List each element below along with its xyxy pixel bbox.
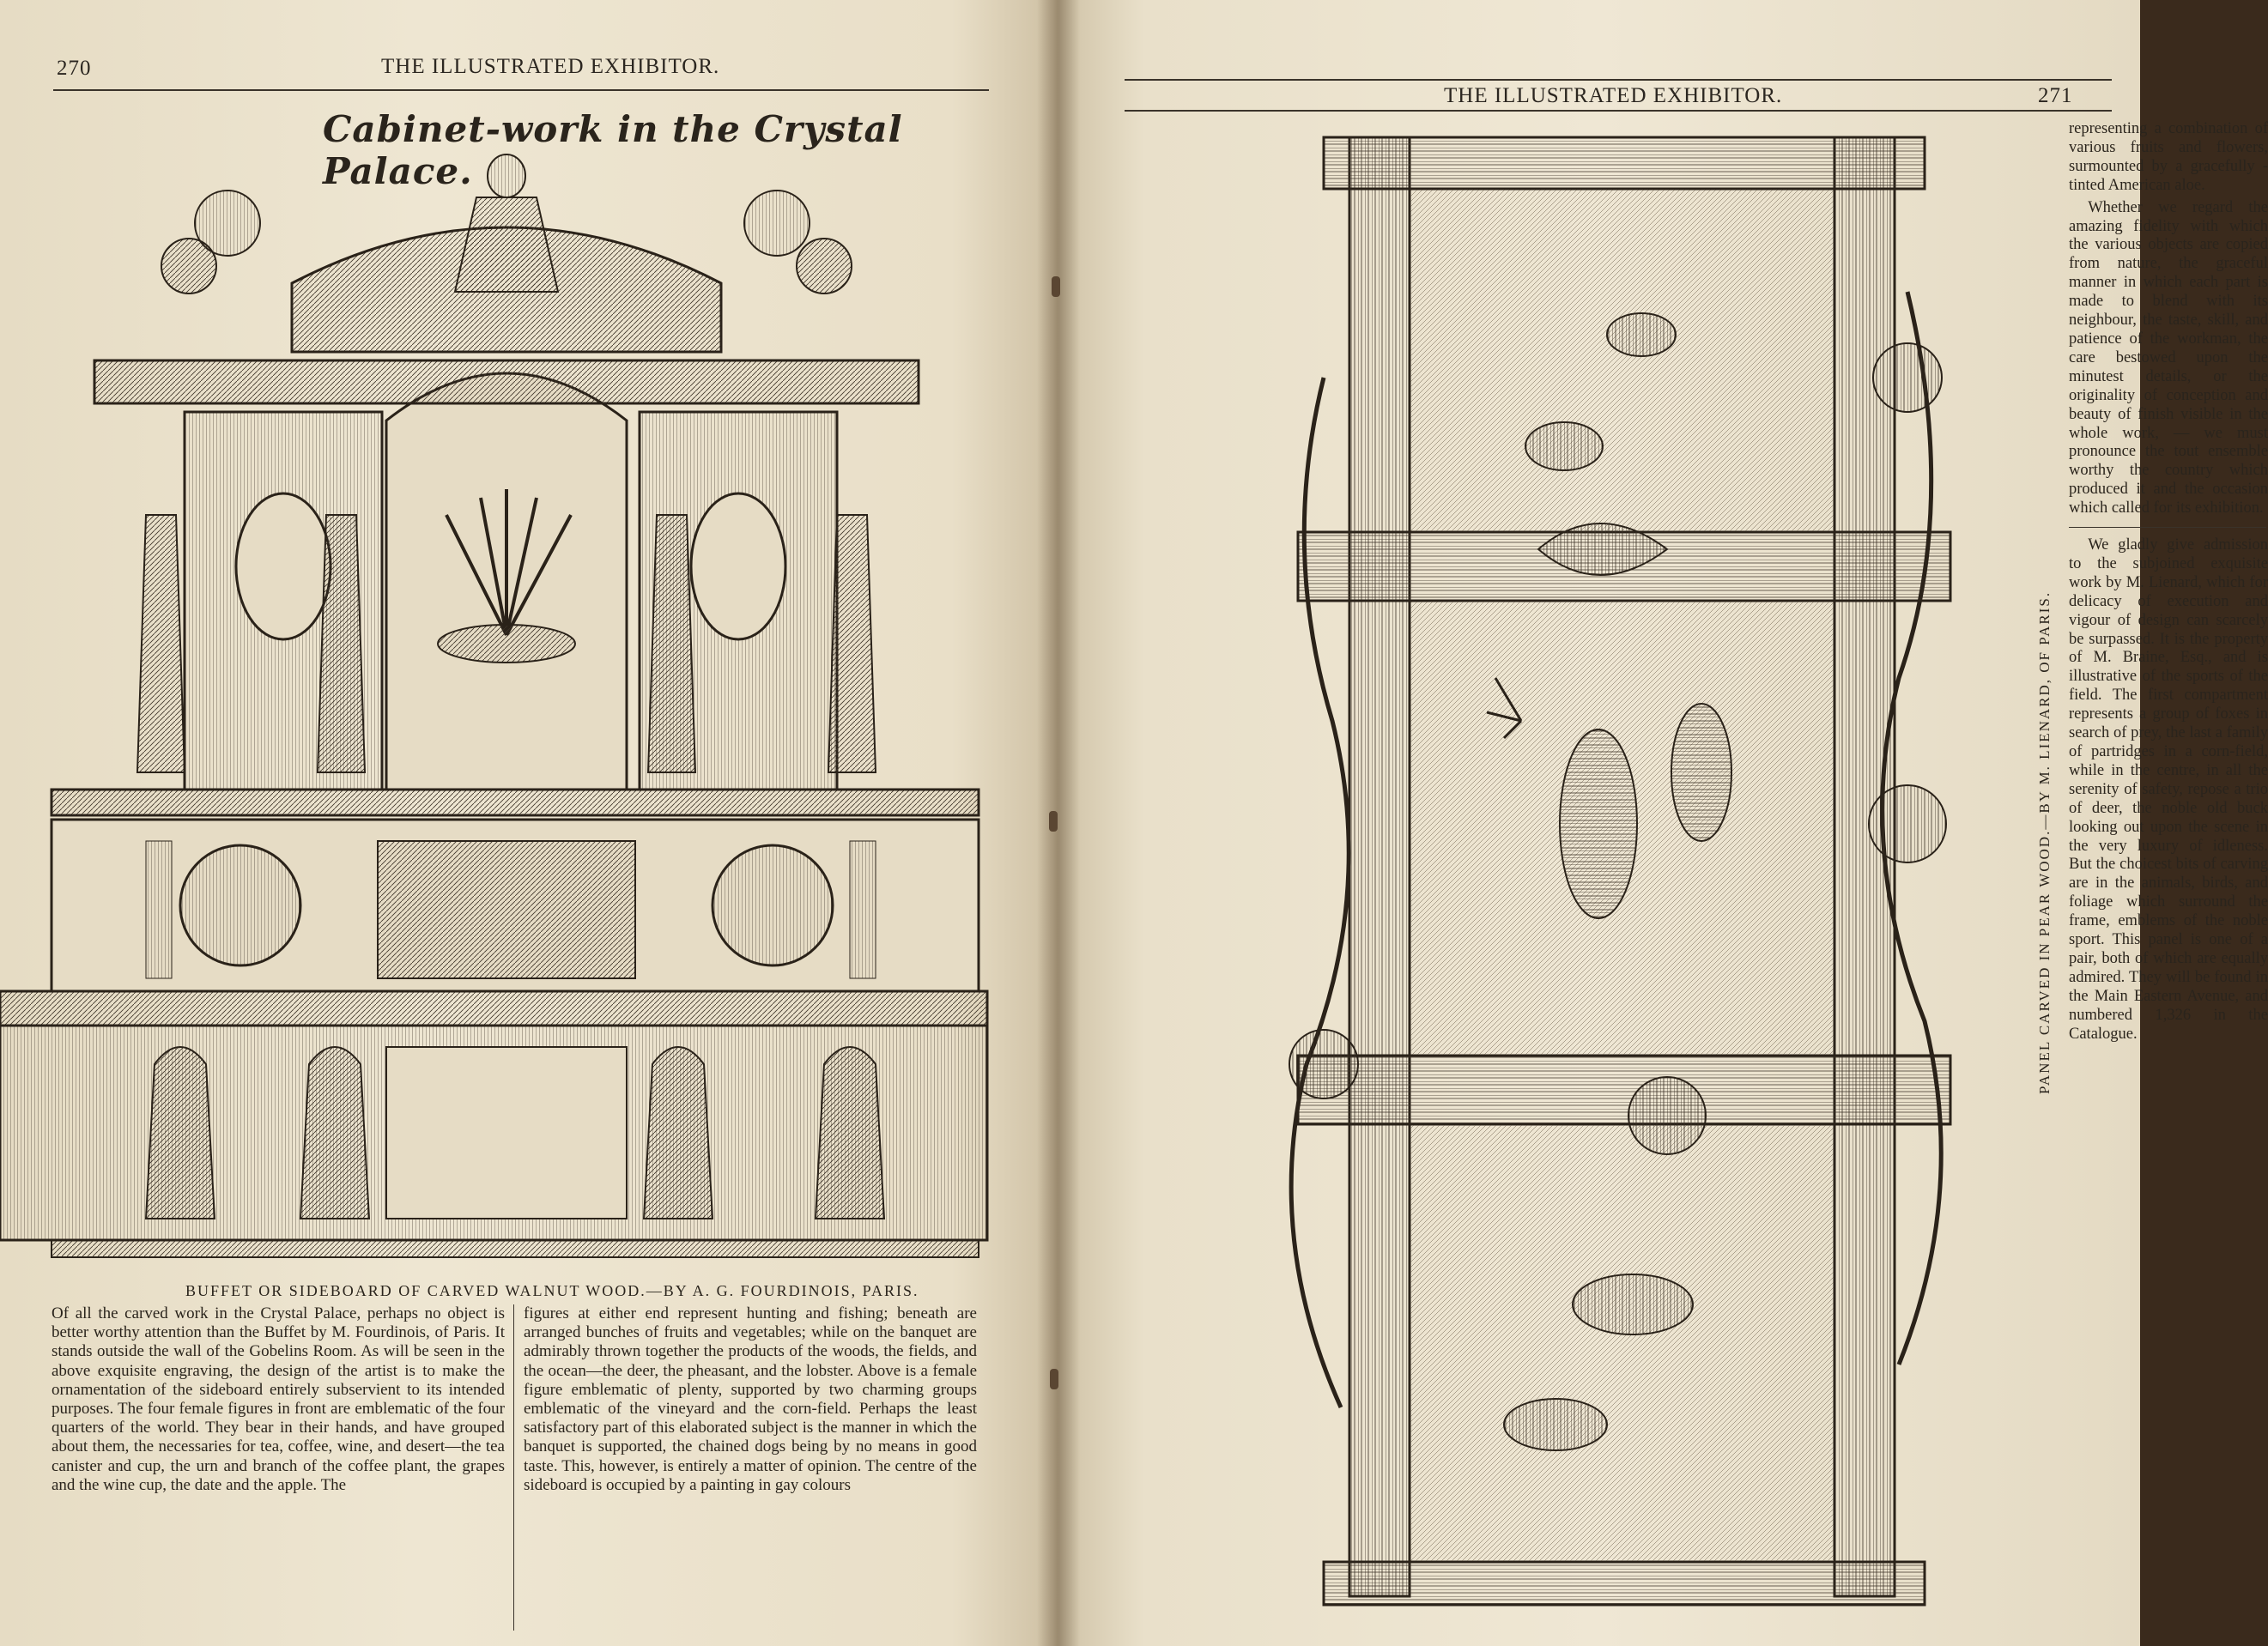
panel-drawing (1152, 120, 1942, 1622)
running-head-right: THE ILLUSTRATED EXHIBITOR. (1444, 84, 1783, 107)
right-paragraph-1: representing a combination of various fruits and flowers, surmounted by a gracefully - tinted American aloe. (2069, 120, 2268, 194)
page-number-right: 271 (2038, 84, 2073, 107)
column-divider (513, 1304, 514, 1631)
column-1-text: Of all the carved work in the Crystal Palace, perhaps no object is better worthy attention than the Buffet by M. Fourdinois, of Paris. It stands outside the wall of the Gobelins Room. As will be seen in the above exquisite engraving, the design of the artist is to make the ornamentation of the sideboard entirely subservient to its intended purposes. The four female figures in front are emblematic of the four quarters of the world. They bear in their hands, and have grouped about them, the necessaries for tea, coffee, wine, and desert—the tea canister and cup, the urn and branch of the coffee plant, the grapes and the wine cup, the date and the apple. The (52, 1304, 505, 1494)
page-number-left: 270 (57, 57, 92, 80)
book-spine (1037, 0, 1080, 1646)
column-2-text: figures at either end represent hunting and fishing; beneath are arranged bunches of fruits and vegetables; while on the banquet are admirably thrown together the products of the woods, the fields, and the ocean—the deer, the pheasant, and the lobster. Above is a female figure emblematic of plenty, supported by two charming groups emblematic of the vineyard and the corn-field. Perhaps the least satisfactory part of this elaborated subject is the manner in which the banquet is supported, the chained dogs being by no means in good taste. This, however, is entirely a matter of opinion. The centre of the sideboard is occupied by a painting in gay colours (524, 1304, 977, 1494)
left-page (0, 0, 1058, 1646)
right-text-column (2069, 120, 2268, 1044)
buffet-drawing (0, 154, 987, 1270)
header-rule-left (53, 89, 989, 91)
article-title: Cabinet-work in the Crystal Palace. (323, 108, 903, 192)
right-paragraph-3: We gladly give admission to the subjoined exquisite work by M. Lienard, which for delicacy of execution and vigour of design can scarcely be surpassed. It is the property of M. Braine, Esq., and is illustrative of the sports of the field. The first compartment represents a group of foxes in search of prey, the last a family of partridges in a corn-field, while in the centre, in all the serenity of safety, repose a trio of deer, the noble old buck looking out upon the scene in the very luxury of idleness. But the choicest bits of carving are in the animals, birds, and foliage which surround the frame, emblems of the noble sport. This panel is one of a pair, both of which are equally admired. They will be found in the Main Eastern Avenue, and numbered 1,326 in the Catalogue. (2069, 536, 2268, 1043)
binding-stitch (1052, 276, 1060, 297)
buffet-engraving (0, 154, 987, 1270)
text-column-2 (524, 1304, 977, 1495)
right-paragraph-2: Whether we regard the amazing fidelity with which the various objects are copied from nature, the graceful manner in which each part is made to blend with its neighbour, the taste, skill, and patience of the workman, the care bestowed upon the minutest details, or the originality of conception and beauty of finish visible in the whole work, — we must pronounce the tout ensemble worthy the country which produced it and the occasion which called for its exhibition. (2069, 198, 2268, 517)
running-head-left: THE ILLUSTRATED EXHIBITOR. (381, 55, 720, 78)
paragraph-divider (2069, 527, 2266, 528)
pear-wood-panel-engraving (1152, 120, 1942, 1622)
text-column-1 (52, 1304, 505, 1495)
binding-stitch (1049, 811, 1058, 832)
binding-stitch (1050, 1369, 1058, 1389)
right-page (1058, 0, 2268, 1646)
header-rule-top-right (1125, 79, 2112, 81)
buffet-caption: BUFFET OR SIDEBOARD OF CARVED WALNUT WOOD.—BY A. G. FOURDINOIS, PARIS. (185, 1282, 919, 1299)
panel-caption: PANEL CARVED IN PEAR WOOD.—BY M. LIENARD, OF PARIS. (2036, 590, 2053, 1094)
header-rule-right (1125, 110, 2112, 112)
